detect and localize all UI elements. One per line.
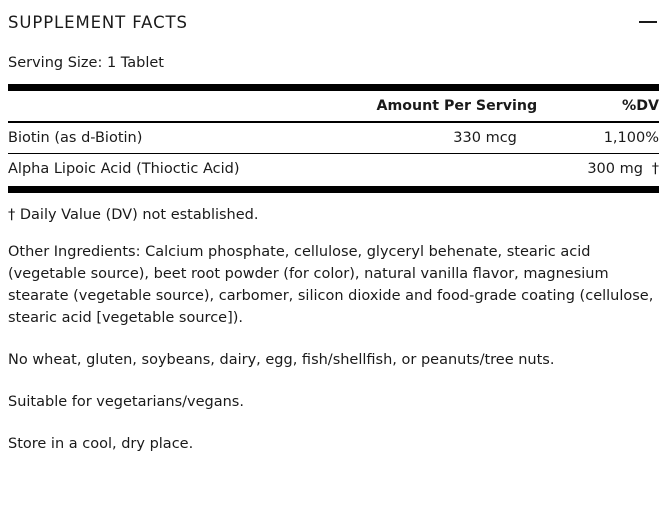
table-row <box>8 154 659 184</box>
nutrient-name: Biotin (as d-Biotin) <box>8 130 143 146</box>
nutrient-daily-value: † <box>651 161 659 177</box>
nutrient-amount: 300 mg <box>587 161 643 177</box>
column-header-amount: Amount Per Serving <box>376 98 538 114</box>
divider-thick-top <box>8 84 659 91</box>
supplement-facts-body-2 <box>8 154 659 184</box>
minus-icon[interactable] <box>639 13 657 31</box>
allergen-statement: No wheat, gluten, soybeans, dairy, egg, fish/shellfish, or peanuts/tree nuts. <box>8 352 555 369</box>
supplement-facts-body <box>8 123 659 153</box>
storage-statement: Store in a cool, dry place. <box>8 436 194 453</box>
nutrient-amount: 330 mcg <box>453 130 517 146</box>
supplement-facts-table <box>8 91 659 121</box>
page-title: SUPPLEMENT FACTS <box>8 12 188 32</box>
divider-thick-bottom <box>8 186 659 193</box>
table-row <box>8 123 659 153</box>
dietary-statement: Suitable for vegetarians/vegans. <box>8 394 244 411</box>
daily-value-footnote: † Daily Value (DV) not established. <box>8 207 259 223</box>
panel-header[interactable] <box>8 0 659 40</box>
other-ingredients-text: Other Ingredients: Calcium phosphate, cellulose, glyceryl behenate, stearic acid (vegetable source), beet root powder (for color), natural vanilla flavor, magnesium stearate (vegetable source), carbomer, silicon dioxide and food-grade coating (cellulose, stearic acid [vegetable source]). <box>8 244 654 327</box>
table-header-row <box>8 91 659 121</box>
serving-size-label: Serving Size: 1 Tablet <box>8 55 164 71</box>
column-header-daily-value: %DV <box>622 98 659 114</box>
nutrient-name: Alpha Lipoic Acid (Thioctic Acid) <box>8 161 240 177</box>
nutrient-daily-value: 1,100% <box>603 130 659 146</box>
